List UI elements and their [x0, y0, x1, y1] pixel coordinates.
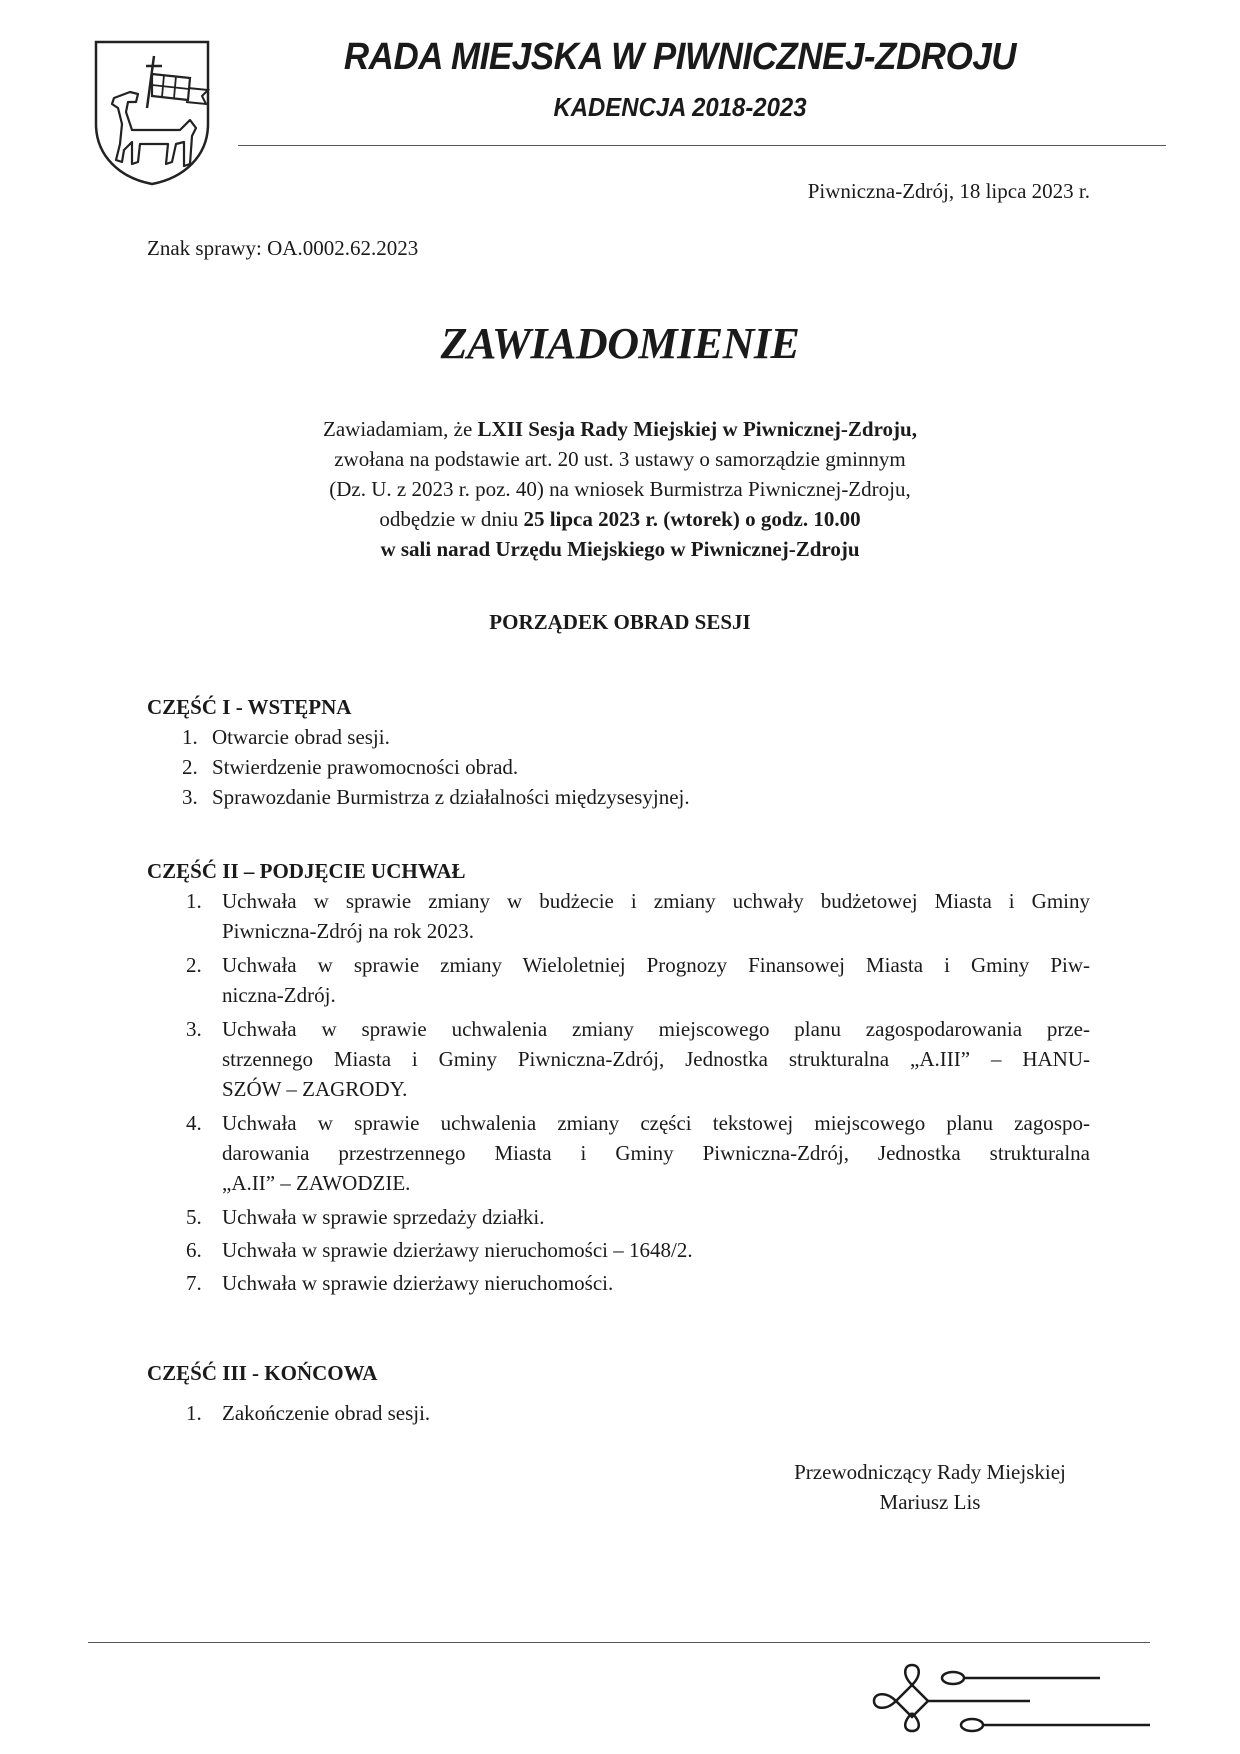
intro-line-2: zwołana na podstawie art. 20 ust. 3 ustawy o samorządzie gminnym: [334, 447, 906, 471]
document-title: ZAWIADOMIENIE: [440, 319, 800, 368]
item-text-line: strzennego Miasta i Gminy Piwniczna-Zdrój, Jednostka strukturalna „A.III” – HANU-: [222, 1047, 1090, 1071]
agenda-item: [0, 1202, 1240, 1232]
item-number: 7.: [186, 1271, 202, 1295]
item-number: 3.: [186, 1017, 202, 1041]
item-number: 1.: [186, 889, 202, 913]
signatory-title: Przewodniczący Rady Miejskiej: [794, 1460, 1066, 1484]
item-text-line: Uchwała w sprawie uchwalenia zmiany części tekstowej miejscowego planu zagospo-: [222, 1111, 1090, 1135]
item-text: Uchwała w sprawie dzierżawy nieruchomości – 1648/2.: [222, 1238, 693, 1262]
session-venue: w sali narad Urzędu Miejskiego w Piwnicznej-Zdroju: [380, 537, 860, 561]
signatory-name: Mariusz Lis: [879, 1490, 981, 1514]
agenda-item: [0, 1268, 1240, 1298]
item-number: 2.: [182, 755, 198, 779]
item-text: Uchwała w sprawie dzierżawy nieruchomości.: [222, 1271, 614, 1295]
item-text-line: Uchwała w sprawie uchwalenia zmiany miejscowego planu zagospodarowania prze-: [222, 1017, 1090, 1041]
item-text-line: darowania przestrzennego Miasta i Gminy Piwniczna-Zdrój, Jednostka strukturalna: [222, 1141, 1090, 1165]
header-divider: [238, 145, 1166, 146]
intro-line-4: [0, 504, 1240, 534]
session-name: LXII Sesja Rady Miejskiej w Piwnicznej-Zdroju,: [477, 417, 917, 441]
case-number: Znak sprawy: OA.0002.62.2023: [147, 236, 419, 260]
council-term: KADENCJA 2018-2023: [553, 92, 807, 122]
item-text-line: „A.II” – ZAWODZIE.: [222, 1171, 411, 1195]
intro-line-1: [0, 414, 1240, 444]
item-number: 1.: [182, 725, 198, 749]
agenda-item: [0, 950, 1240, 1010]
agenda-title: PORZĄDEK OBRAD SESJI: [489, 610, 751, 634]
agenda-item: [0, 722, 1240, 752]
item-number: 3.: [182, 785, 198, 809]
agenda-item: [0, 782, 1240, 812]
item-text: Sprawozdanie Burmistrza z działalności międzysesyjnej.: [212, 785, 690, 809]
section-heading: CZĘŚĆ III - KOŃCOWA: [147, 1361, 378, 1385]
item-number: 5.: [186, 1205, 202, 1229]
item-text: Zakończenie obrad sesji.: [222, 1401, 431, 1425]
council-name: RADA MIEJSKA W PIWNICZNEJ-ZDROJU: [343, 36, 1017, 78]
item-text: Otwarcie obrad sesji.: [212, 725, 390, 749]
coat-of-arms-icon: [92, 38, 212, 186]
agenda-item: [0, 752, 1240, 782]
item-text: Stwierdzenie prawomocności obrad.: [212, 755, 519, 779]
place-and-date: Piwniczna-Zdrój, 18 lipca 2023 r.: [807, 179, 1090, 203]
item-text-line: Uchwała w sprawie zmiany Wieloletniej Prognozy Finansowej Miasta i Gminy Piw-: [222, 953, 1090, 977]
item-number: 6.: [186, 1238, 202, 1262]
item-text-line: niczna-Zdrój.: [222, 983, 336, 1007]
item-text-line: Piwniczna-Zdrój na rok 2023.: [222, 919, 474, 943]
item-text: Uchwała w sprawie sprzedaży działki.: [222, 1205, 545, 1229]
agenda-item: [0, 1014, 1240, 1104]
section-heading: CZĘŚĆ II – PODJĘCIE UCHWAŁ: [147, 859, 466, 883]
intro-text: Zawiadamiam, że: [323, 417, 478, 441]
agenda-item: [0, 1235, 1240, 1265]
session-date-time: 25 lipca 2023 r. (wtorek) o godz. 10.00: [523, 507, 861, 531]
item-text-line: SZÓW – ZAGRODY.: [222, 1077, 408, 1101]
agenda-item: [0, 1398, 1240, 1428]
ornament-icon: [850, 1655, 1150, 1735]
item-text-line: Uchwała w sprawie zmiany w budżecie i zmiany uchwały budżetowej Miasta i Gminy: [222, 889, 1090, 913]
section-heading: CZĘŚĆ I - WSTĘPNA: [147, 695, 352, 719]
intro-text: odbędzie w dniu: [379, 507, 524, 531]
notice-intro: [0, 414, 1240, 564]
item-number: 1.: [186, 1401, 202, 1425]
agenda-item: [0, 886, 1240, 946]
agenda-item: [0, 1108, 1240, 1198]
footer-divider: [88, 1642, 1150, 1643]
intro-line-3: (Dz. U. z 2023 r. poz. 40) na wniosek Burmistrza Piwnicznej-Zdroju,: [329, 477, 911, 501]
item-number: 2.: [186, 953, 202, 977]
item-number: 4.: [186, 1111, 202, 1135]
